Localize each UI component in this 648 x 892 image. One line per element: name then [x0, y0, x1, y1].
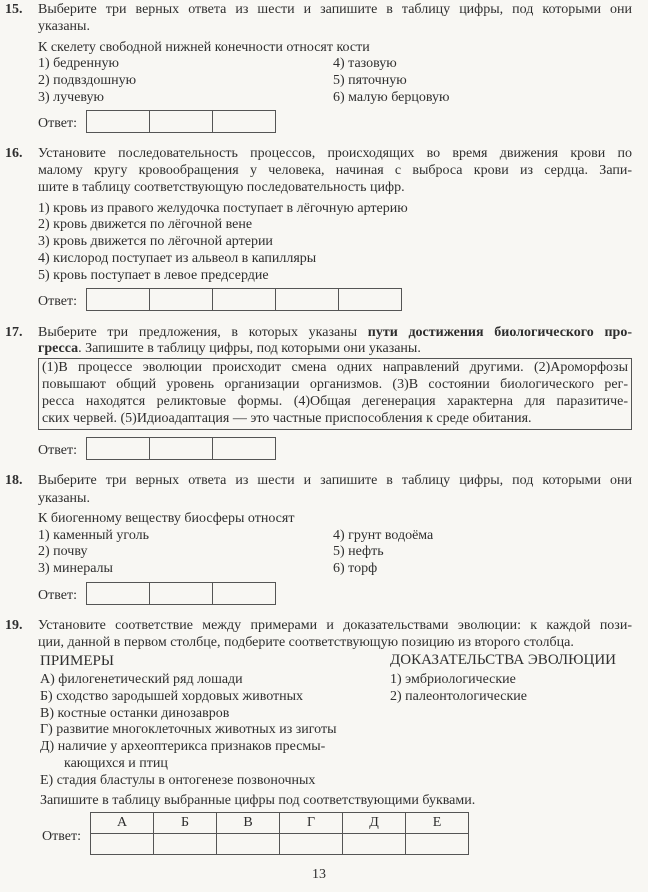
question-text: указаны.	[38, 19, 90, 34]
answer-label: Ответ:	[38, 588, 77, 603]
answer-cell[interactable]	[217, 834, 280, 855]
statement-line: ресса находятся реликтовые формы. (4)Общая дегенерация характерна для паразитиче-	[42, 394, 628, 409]
option: 5) пяточную	[333, 73, 407, 88]
answer-cell[interactable]	[213, 289, 276, 310]
question-text: малому кругу кровообращения у человека, начиная с выброса крови из сердца. Запи-	[38, 163, 632, 178]
answer-cell[interactable]	[150, 583, 213, 604]
question-stem: К скелету свободной нижней конечности относят кости	[38, 40, 370, 55]
question-text-bold: гресса	[38, 341, 79, 356]
option: 4) тазовую	[333, 56, 397, 71]
answer-boxes[interactable]	[86, 582, 276, 605]
answer-cell[interactable]	[276, 289, 339, 310]
option: 1) кровь из правого желудочка поступает в лёгочную артерию	[38, 201, 408, 216]
option: 6) малую берцовую	[333, 90, 450, 105]
question-text: ции, данной в первом столбце, подберите соответствующую позицию из второго столбца.	[38, 635, 574, 650]
option: 2) почву	[38, 544, 88, 559]
answer-boxes[interactable]	[86, 110, 276, 133]
question-text: указаны.	[38, 491, 90, 506]
example-item: Б) сходство зародышей хордовых животных	[40, 689, 304, 704]
question-text: Установите соответствие между примерами и доказательствами эволюции: к каждой пози-	[38, 618, 632, 633]
answer-cell[interactable]	[91, 834, 154, 855]
option: 6) торф	[333, 561, 378, 576]
answer-cell[interactable]	[150, 289, 213, 310]
answer-label: Ответ:	[42, 829, 81, 844]
question-text-plain: . Запишите в таблицу цифры, под которыми они указаны.	[78, 341, 421, 356]
option: 3) кровь движется по лёгочной артерии	[38, 234, 273, 249]
answer-label: Ответ:	[38, 116, 77, 131]
answer-cell[interactable]	[213, 111, 275, 132]
column-header: Е	[406, 813, 469, 834]
option: 4) кислород поступает из альвеол в капилляры	[38, 251, 317, 266]
answer-cell[interactable]	[213, 583, 275, 604]
option: 3) лучевую	[38, 90, 104, 105]
question-text-plain: Выберите три предложения, в которых указаны	[38, 325, 368, 340]
example-item-continuation: кающихся и птиц	[64, 756, 168, 771]
question-number: 19.	[5, 618, 23, 633]
answer-cell[interactable]	[150, 111, 213, 132]
statement-line: (1)В процессе эволюции происходит смена одних направлений другими. (2)Ароморфозы	[42, 360, 628, 375]
example-item: Д) наличие у археоптерикса признаков пресмы-	[40, 739, 326, 754]
table-instruction: Запишите в таблицу выбранные цифры под соответствующими буквами.	[40, 793, 476, 808]
option: 5) кровь поступает в левое предсердие	[38, 268, 269, 283]
option: 2) кровь движется по лёгочной вене	[38, 217, 253, 232]
question-text	[38, 324, 632, 341]
question-text: Выберите три верных ответа из шести и запишите в таблицу цифры, под которыми они	[38, 2, 632, 17]
question-number: 18.	[5, 473, 23, 488]
statement-line: повышают общий уровень организации организмов. (3)В состоянии биологического рег-	[42, 377, 628, 392]
column-header: Б	[154, 813, 217, 834]
example-item: В) костные останки динозавров	[40, 706, 230, 721]
question-number: 16.	[5, 146, 23, 161]
example-item: Е) стадия бластулы в онтогенезе позвоночных	[40, 773, 316, 788]
answer-boxes[interactable]	[86, 288, 402, 311]
question-text: Выберите три верных ответа из шести и запишите в таблицу цифры, под которыми они	[38, 473, 632, 488]
column-header: Г	[280, 813, 343, 834]
answer-cell[interactable]	[87, 111, 150, 132]
question-number: 17.	[5, 325, 23, 340]
evidence-header: ДОКАЗАТЕЛЬСТВА ЭВОЛЮЦИИ	[390, 652, 616, 668]
answer-cell[interactable]	[150, 438, 213, 459]
page-number: 13	[312, 867, 326, 882]
answer-cell[interactable]	[154, 834, 217, 855]
option: 5) нефть	[333, 544, 384, 559]
column-header: В	[217, 813, 280, 834]
answer-cell[interactable]	[339, 289, 401, 310]
question-text-bold: пути достижения биологического про-	[367, 325, 632, 340]
question-text	[38, 340, 421, 357]
answer-boxes[interactable]	[86, 437, 276, 460]
answer-cell[interactable]	[213, 438, 275, 459]
option: 1) каменный уголь	[38, 528, 150, 543]
answer-cell[interactable]	[87, 438, 150, 459]
statement-frame	[38, 358, 632, 430]
question-text: шите в таблицу соответствующую последовательность цифр.	[38, 180, 405, 195]
option: 3) минералы	[38, 561, 113, 576]
column-header: Д	[343, 813, 406, 834]
answer-cell[interactable]	[87, 583, 150, 604]
evidence-item: 1) эмбриологические	[390, 672, 516, 687]
answer-table	[90, 812, 469, 855]
question-stem: К биогенному веществу биосферы относят	[38, 511, 295, 526]
statement-line: ских червей. (5)Идиоадаптация — это частные приспособления к среде обитания.	[42, 411, 532, 426]
question-number: 15.	[5, 2, 23, 17]
answer-cell[interactable]	[87, 289, 150, 310]
option: 4) грунт водоёма	[333, 528, 434, 543]
example-item: Г) развитие многоклеточных животных из зиготы	[40, 722, 337, 737]
example-item: А) филогенетический ряд лошади	[40, 672, 243, 687]
answer-label: Ответ:	[38, 294, 77, 309]
answer-cell[interactable]	[406, 834, 469, 855]
answer-label: Ответ:	[38, 443, 77, 458]
answer-cell[interactable]	[343, 834, 406, 855]
column-header: А	[91, 813, 154, 834]
question-text: Установите последовательность процессов, происходящих во время движения крови по	[38, 146, 632, 161]
evidence-item: 2) палеонтологические	[390, 689, 527, 704]
answer-cell[interactable]	[280, 834, 343, 855]
option: 1) бедренную	[38, 56, 119, 71]
examples-header: ПРИМЕРЫ	[40, 653, 114, 669]
option: 2) подвздошную	[38, 73, 137, 88]
